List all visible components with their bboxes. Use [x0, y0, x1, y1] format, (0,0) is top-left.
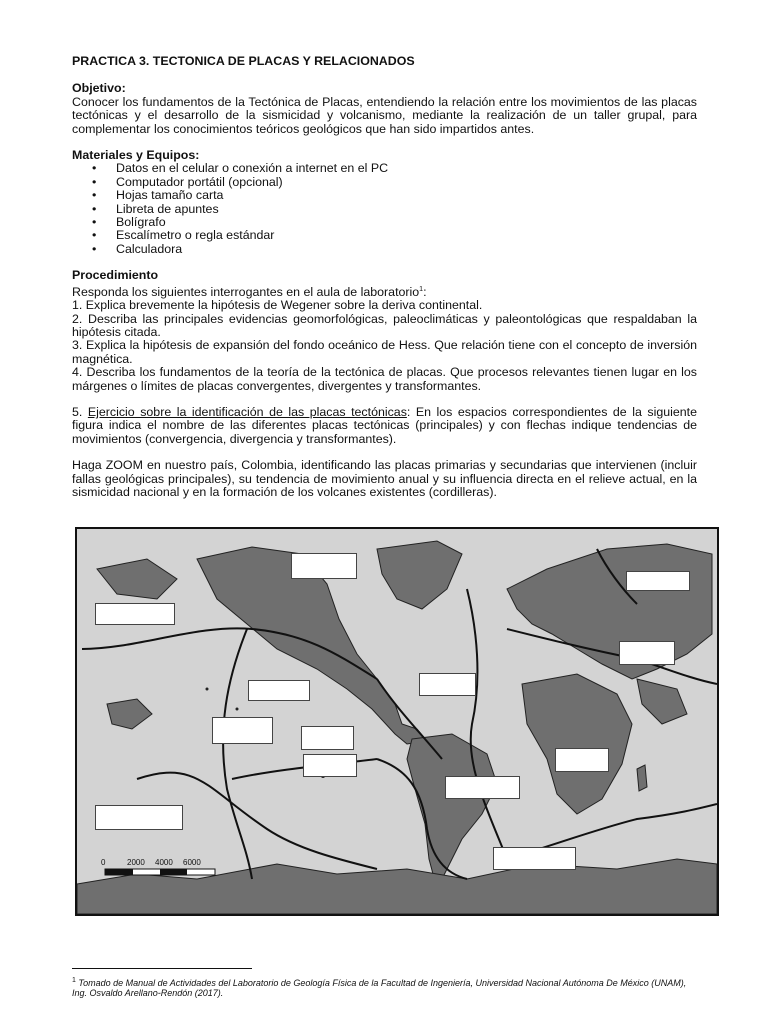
question-2: 2. Describa las principales evidencias geomorfológicas, paleoclimáticas y paleontológicas que respaldaban la hipótesis citada.	[72, 311, 697, 340]
footnote-rule	[72, 968, 252, 969]
alaska-landmass	[97, 559, 177, 599]
plate-label-box[interactable]	[291, 553, 357, 579]
list-item: • Libreta de apuntes	[92, 203, 697, 216]
plate-label-box[interactable]	[626, 571, 690, 591]
document-body	[72, 55, 697, 500]
footnote	[72, 976, 697, 998]
objetivo-text: Conocer los fundamentos de la Tectónica de Placas, entendiendo la relación entre los movimientos de las placas tectónicas y el desarrollo de la sismicidad y volcanismo, mediante la realización de un taller grupal, para complementar los conocimientos teóricos geológicos que han sido impartidos antes.	[72, 94, 697, 136]
scale-tick-label: 0	[101, 858, 106, 867]
plate-label-box[interactable]	[95, 805, 183, 830]
plate-label-box[interactable]	[303, 754, 357, 777]
list-item: • Datos en el celular o conexión a internet en el PC	[92, 162, 697, 175]
objetivo-heading: Objetivo:	[72, 81, 126, 96]
list-item: • Calculadora	[92, 243, 697, 256]
antarctica-landmass	[77, 859, 717, 914]
south-america-landmass	[407, 734, 497, 889]
plate-label-box[interactable]	[619, 641, 675, 665]
list-item: • Escalímetro o regla estándar	[92, 229, 697, 242]
materiales-heading: Materiales y Equipos:	[72, 148, 200, 163]
arabia-landmass	[637, 679, 687, 724]
scale-tick-label: 4000	[155, 858, 173, 867]
scale-tick-label: 2000	[127, 858, 145, 867]
ejercicio-title: Ejercicio sobre la identificación de las placas tectónicas	[87, 405, 407, 420]
plate-label-box[interactable]	[248, 680, 310, 701]
question-1: 1. Explica brevemente la hipótesis de Wegener sobre la deriva continental.	[72, 298, 483, 313]
plate-boundary	[223, 629, 252, 879]
map-drawing	[77, 529, 717, 914]
plate-label-box[interactable]	[212, 717, 273, 744]
madagascar-landmass	[637, 765, 647, 791]
question-5: 5. Ejercicio sobre la identificación de las placas tectónicas: En los espacios correspondientes de la siguiente figura indica el nombre de las diferentes placas tectónicas (principales) y con flechas indique tendencias de movimientos (convergencia, divergencia y transformantes).	[72, 405, 697, 446]
oceania-landmass	[107, 699, 152, 729]
list-item: • Hojas tamaño carta	[92, 189, 697, 202]
plate-label-box[interactable]	[95, 603, 175, 625]
scale-tick-label: 6000	[183, 858, 201, 867]
procedimiento-heading: Procedimiento	[72, 268, 159, 283]
plate-label-box[interactable]	[301, 726, 354, 750]
zoom-instructions: Haga ZOOM en nuestro país, Colombia, identificando las placas primarias y secundarias que intervienen (incluir fallas geológicas principales), su tendencia de movimiento anual y su influencia directa en el relieve actual, en la sismicidad nacional y en la formación de los volcanes existentes (cordilleras).	[72, 458, 697, 500]
materiales-list	[72, 162, 697, 256]
list-item: • Bolígrafo	[92, 216, 697, 229]
footnote-text: Tomado de Manual de Actividades del Laboratorio de Geología Física de la Facultad de Ingeniería, Universidad Nacional Autónoma De México (UNAM), Ing. Osvaldo Arellano-Rendón (2017).	[72, 978, 687, 998]
footnote-ref: 1	[419, 285, 424, 293]
list-item: • Computador portátil (opcional)	[92, 176, 697, 189]
plate-label-box[interactable]	[445, 776, 520, 799]
question-3: 3. Explica la hipótesis de expansión del fondo oceánico de Hess. Que relación tiene con el concepto de inversión magnética.	[72, 338, 697, 366]
plate-label-box[interactable]	[493, 847, 576, 870]
footnote-mark: 1	[72, 977, 76, 984]
eurasia-landmass	[507, 544, 712, 679]
plate-label-box[interactable]	[555, 748, 609, 772]
page-title: PRACTICA 3. TECTONICA DE PLACAS Y RELACIONADOS	[72, 54, 415, 68]
world-plates-map	[75, 527, 719, 916]
procedimiento-intro: Responda los siguientes interrogantes en el aula de laboratorio$^1$:	[72, 284, 427, 299]
africa-landmass	[522, 674, 632, 814]
scale-bar	[101, 858, 215, 875]
greenland-landmass	[377, 541, 462, 609]
plate-label-box[interactable]	[419, 673, 476, 696]
question-4: 4. Describa los fundamentos de la teoría de la tectónica de placas. Que procesos relevantes tienen lugar en los márgenes o límites de placas convergentes, divergentes y transformantes.	[72, 365, 697, 393]
